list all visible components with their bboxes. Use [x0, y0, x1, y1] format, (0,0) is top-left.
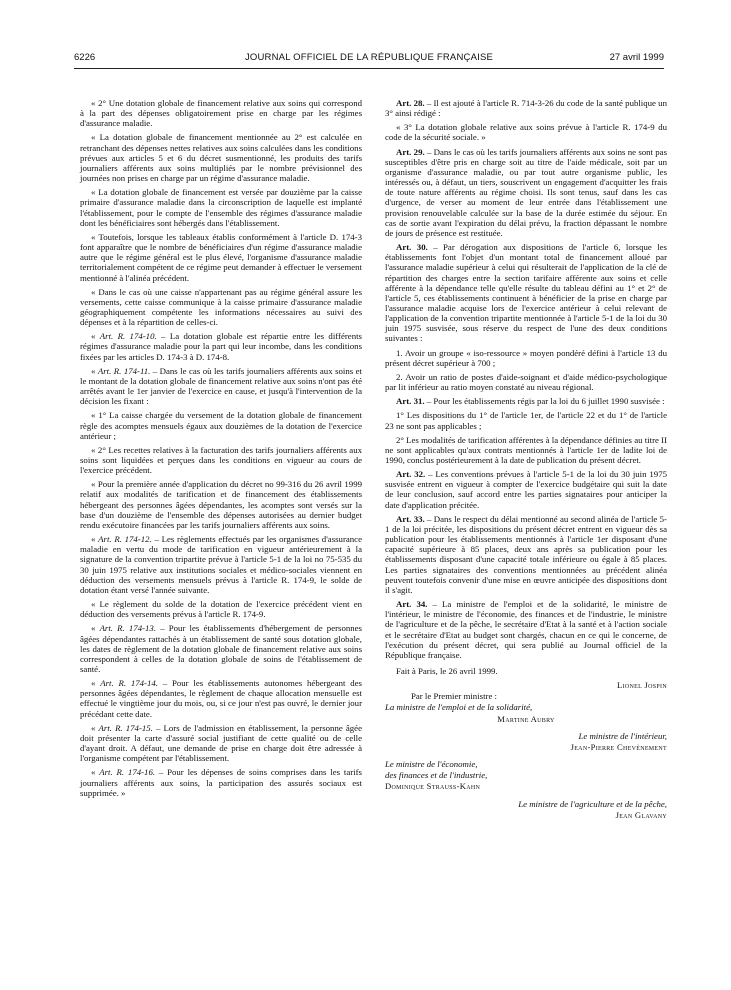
article-paragraph: Art. 33. – Dans le respect du délai mentionné au second alinéa de l'article 5-1 de la loi précitée, les dispositions du présent décret entrent en vigueur dès sa publication pour les établissements mentionnés à l'article 1er disposant d'une capacité supérieure à 85 places, deux ans après sa publication pour les établissements disposant d'une capacité totale inférieure ou égale à 85 places. Les parties signataires des conventions mentionnées au précédent alinéa peuvent toutefois convenir d'une mise en œuvre anticipée des dispositions dont il s'agit.: [385, 513, 667, 595]
minister-name: Dominique Strauss-Kahn: [385, 781, 481, 792]
article-paragraph: Art. 30. – Par dérogation aux dispositions de l'article 6, lorsque les établissements font l'objet d'un montant total de financement alloué par l'assurance maladie supérieur à celui qui résulterait de l'application de la clé de répartition des charges entre la section tarifaire afférente aux soins et celle afférente à la dépendance telle qu'elle résulte du tableau défini au 1° et 2° de l'article 5, ces établissements continuent à bénéficier de la prise en charge par l'assurance maladie acquise lors de l'exercice antérieur à celui relevant de l'application de la convention tripartite mentionnée à l'article 5-1 de la loi du 30 juin 1975 susvisée, sous réserve du respect de l'une des deux conditions suivantes :: [385, 242, 667, 344]
article-paragraph: Art. 34. – La ministre de l'emploi et de la solidarité, le ministre de l'intérieur, le ministre de l'économie, des finances et de l'industrie, le ministre de l'agriculture et de la pêche, le secrétaire d'Etat à la santé et à l'action sociale et le secrétaire d'Etat au budget sont chargés, chacun en ce qui le concerne, de l'exécution du présent décret, qui sera publié au Journal officiel de la République française.: [385, 599, 667, 660]
article-paragraph: Art. 31. – Pour les établissements régis par la loi du 6 juillet 1990 susvisée :: [396, 396, 665, 407]
article-reference: Art. R. 174-10.: [99, 331, 157, 342]
header-rule: [74, 68, 664, 69]
minister-name: Jean-Pierre Chevènement: [570, 741, 667, 752]
journal-title: JOURNAL OFFICIEL DE LA RÉPUBLIQUE FRANÇAISE: [244, 52, 494, 63]
minister-title: des finances et de l'industrie,: [385, 770, 488, 781]
page-number: 6226: [74, 52, 96, 63]
article-label: Art. 33.: [396, 513, 425, 524]
article-reference: Art. R. 174-14.: [100, 678, 158, 689]
by-prime-minister: Par le Premier ministre :: [411, 691, 497, 702]
issue-date: 27 avril 1999: [609, 52, 664, 63]
article-label: Art. 28.: [396, 98, 425, 108]
paragraph: « Le règlement du solde de la dotation de l'exercice précédent vient en déduction des versements prévus à l'article R. 174-9.: [80, 599, 362, 620]
article-label: Art. 32.: [396, 469, 426, 480]
paragraph: « Art. R. 174-16. – Pour les dépenses de soins comprises dans les tarifs journaliers afférents aux soins, la participation des assurés sociaux est supprimée. »: [80, 767, 362, 798]
paragraph: « Art. R. 174-14. – Pour les établissements autonomes hébergeant des personnes âgées dépendantes, le règlement de chaque allocation mensuelle est effectué le vingtième jour du mois, ou, si ce jour n'est pas ouvré, le dernier jour précédant cette date.: [80, 678, 362, 719]
paragraph: « 2° Une dotation globale de financement relative aux soins qui correspond à la part des dépenses obligatoirement prise en charge par les régimes d'assurance maladie.: [80, 98, 362, 129]
article-label: Art. 29.: [396, 146, 425, 157]
paragraph: « Art. R. 174-11. – Dans le cas où les tarifs journaliers afférents aux soins et le montant de la dotation globale de financement relative aux soins n'ont pas été arrêtés avant le 1er janvier de l'exercice en cause, et jusqu'à l'intervention de la décision les fixant :: [80, 365, 362, 407]
minister-title: Le ministre de l'intérieur,: [578, 730, 667, 741]
signing-place-date: Fait à Paris, le 26 avril 1999.: [396, 665, 498, 676]
minister-name: Martine Aubry: [497, 713, 555, 724]
paragraph: 1° Les dispositions du 1° de l'article 1er, de l'article 22 et du 1° de l'article 23 ne sont pas applicables ;: [385, 410, 667, 431]
paragraph: « 1° La caisse chargée du versement de la dotation globale de financement règle des acomptes mensuels égaux aux douzièmes de la dotation de l'exercice antérieur ;: [80, 410, 362, 441]
minister-title: Le ministre de l'agriculture et de la pêche,: [518, 798, 667, 809]
article-label: Art. 34.: [396, 599, 428, 610]
paragraph: « Art. R. 174-10. – La dotation globale est répartie entre les différents régimes d'assurance maladie pour la part qui leur incombe, dans les conditions fixées par les articles D. 174-3 à D. 174-8.: [80, 331, 362, 362]
minister-name: Jean Glavany: [615, 809, 667, 820]
paragraph: « La dotation globale de financement est versée par douzième par la caisse primaire d'assurance maladie dans la circonscription de laquelle est implanté l'établissement, pour le compte de l'ensemble des régimes d'assurance maladie dont les bénéficiaires sont hébergés dans l'établissement.: [80, 187, 362, 228]
article-reference: Art. R. 174-13.: [99, 623, 157, 634]
paragraph: « La dotation globale de financement mentionnée au 2° est calculée en retranchant des dépenses nettes relatives aux soins calculées dans les conditions prévues aux articles 5 et 6 du décret susmentionné, les produits des tarifs journaliers afférents aux soins multipliés par le nombre prévisionnel des journées non prises en charge par un régime d'assurance maladie.: [80, 132, 362, 184]
page-header: [74, 52, 664, 68]
right-column: [385, 98, 667, 821]
paragraph: « Toutefois, lorsque les tableaux établis conformément à l'article D. 174-3 font apparaître que le nombre de bénéficiaires d'un régime d'assurance maladie autre que le régime général est le plus élevé, l'organisme d'assurance maladie territorialement compétent de ce régime peut demander à effectuer le versement mentionné à l'alinéa précédent.: [80, 231, 362, 283]
article-paragraph: Art. 32. – Les conventions prévues à l'article 5-1 de la loi du 30 juin 1975 susvisée entrent en vigueur à compter de l'exercice budgétaire qui suit la date de leur conclusion, sauf accord entre les parties signataires pour anticiper la date d'application précitée.: [385, 469, 667, 510]
paragraph: « Art. R. 174-12. – Les règlements effectués par les organismes d'assurance maladie en vertu du mode de tarification en vigueur antérieurement à la signature de la convention tripartite prévue à l'article 5-1 de la loi no 75-535 du 30 juin 1975 relative aux institutions sociales et médico-sociales viennent en déduction des versements mensuels prévus à l'article R. 174-9, le solde de dotation étant versé l'année suivante.: [80, 534, 362, 595]
paragraph: 1. Avoir un groupe « iso-ressource » moyen pondéré défini à l'article 13 du présent décret supérieur à 700 ;: [385, 347, 667, 368]
article-reference: Art. R. 174-15.: [98, 722, 153, 733]
paragraph: 2° Les modalités de tarification afférentes à la dépendance définies au titre II ne sont applicables qu'aux contrats mentionnés à l'article 1er de ladite loi de 1990, conclus postérieurement à la date de publication du présent décret.: [385, 434, 667, 465]
article-label: Art. 30.: [396, 242, 428, 253]
left-column: [80, 98, 362, 802]
article-reference: Art. R. 174-16.: [99, 767, 156, 778]
paragraph: « Pour la première année d'application du décret no 99-316 du 26 avril 1999 relatif aux modalités de tarification et de financement des établissements hébergeant des personnes âgées dépendantes, les acomptes sont versés sur la base d'un douzième de l'ensemble des dépenses autorisées au dernier budget rendu exécutoire financées par les tarifs journaliers afférents aux soins.: [80, 479, 362, 530]
article-paragraph: Art. 29. – Dans le cas où les tarifs journaliers afférents aux soins ne sont pas susceptibles d'être pris en charge soit au titre de l'aide médicale, soit par un organisme d'assurance maladie, ou par tout autre organisme public, les intéressés ou, à défaut, un tiers, souscrivent un engagement d'acquitter les frais de toute nature afférents au régime choisi. Ils sont tenus, sauf dans les cas d'urgence, de verser au moment de leur entrée dans l'établissement une provision renouvelable calculée sur la base de la durée estimée du séjour. En cas de sortie avant l'expiration du délai prévu, la fraction dépassant le nombre de jours de présence est restituée.: [385, 146, 667, 238]
paragraph: « Art. R. 174-13. – Pour les établissements d'hébergement de personnes âgées dépendantes rattachés à un établissement de santé sous dotation globale, les dates de règlement de la dotation globale de financement relative aux soins correspondent à celles de la dotation globale de soins de l'établissement de santé.: [80, 623, 362, 674]
prime-minister-name: Lionel Jospin: [617, 680, 667, 691]
article-label: Art. 31.: [396, 396, 425, 407]
paragraph: « 3° La dotation globale relative aux soins prévue à l'article R. 174-9 du code de la sécurité sociale. »: [385, 122, 667, 143]
paragraph: « Dans le cas où une caisse n'appartenant pas au régime général assure les versements, cette caisse communique à la caisse primaire d'assurance maladie géographiquement compétente les informations nécessaires au suivi des dépenses et à la répartition de celles-ci.: [80, 286, 362, 328]
minister-title: La ministre de l'emploi et de la solidarité,: [385, 702, 533, 713]
article-reference: Art. R. 174-11.: [97, 365, 151, 376]
article-paragraph: Art. 28. – Il est ajouté à l'article R. 714-3-26 du code de la santé publique un 3° ainsi rédigé :: [385, 98, 667, 119]
article-reference: Art. R. 174-12.: [98, 534, 152, 545]
paragraph: « Art. R. 174-15. – Lors de l'admission en établissement, la personne âgée doit présenter la carte d'assuré social justifiant de cette qualité ou de celle d'ayant droit. A défaut, une demande de prise en charge doit être adressée à l'organisme compétent par l'établissement.: [80, 722, 362, 764]
paragraph: 2. Avoir un ratio de postes d'aide-soignant et d'aide médico-psychologique par lit inférieur au ratio moyen constaté au niveau régional.: [385, 371, 667, 393]
paragraph: « 2° Les recettes relatives à la facturation des tarifs journaliers afférents aux soins sont liquidées et perçues dans les conditions en vigueur au cours de l'exercice précédent.: [80, 444, 362, 476]
minister-title: Le ministre de l'économie,: [385, 759, 478, 770]
